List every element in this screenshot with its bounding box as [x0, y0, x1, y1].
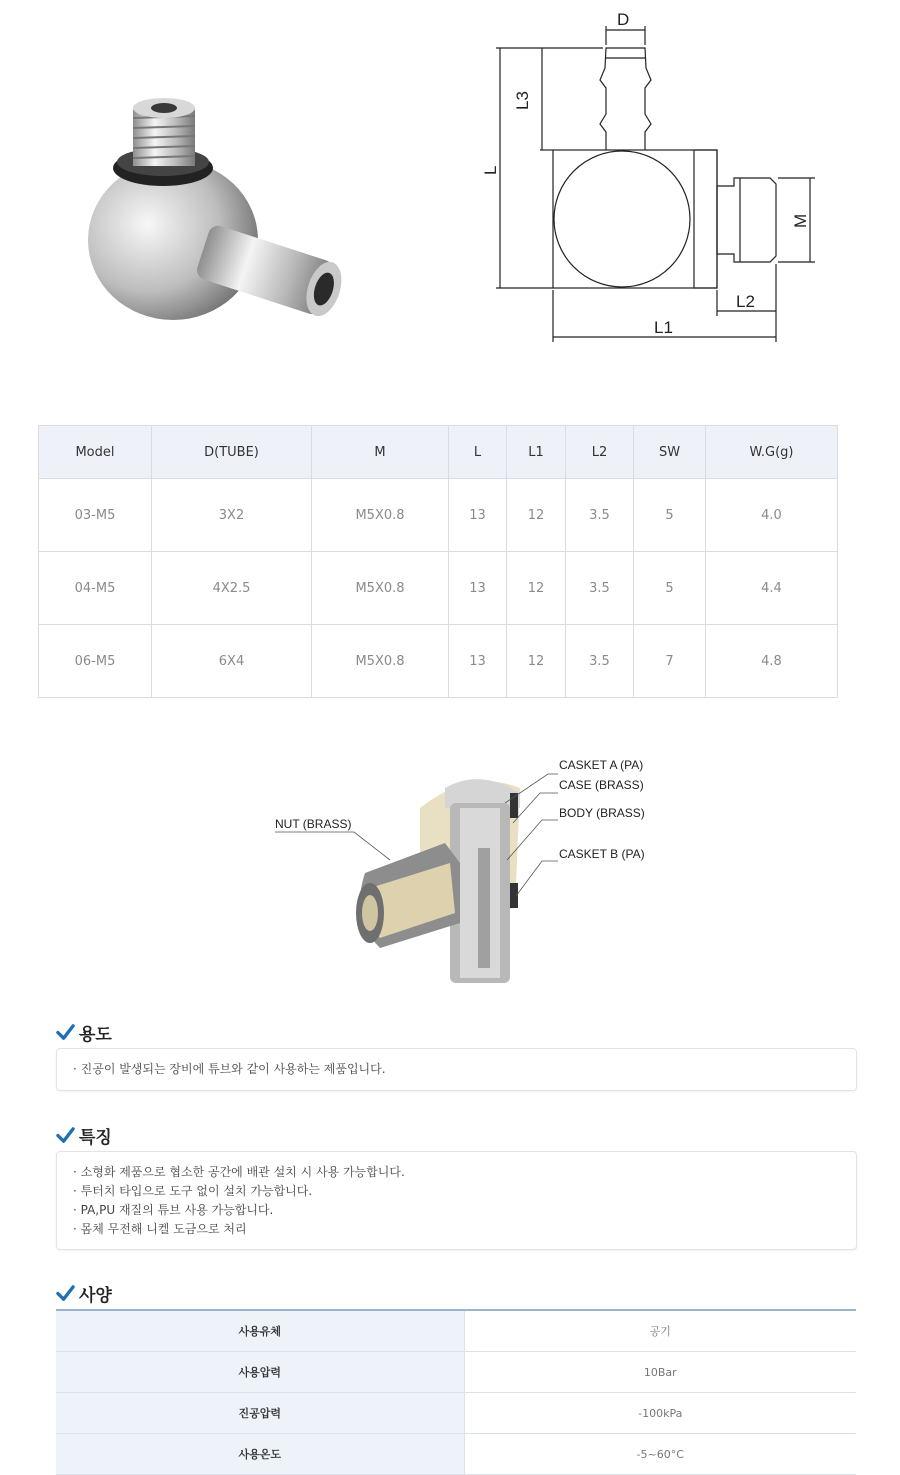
spec-value: 10Bar	[464, 1352, 856, 1393]
column-header: L2	[566, 426, 634, 479]
table-cell: 5	[634, 552, 706, 625]
column-header: L	[449, 426, 507, 479]
specs-title: 사양	[79, 1285, 112, 1306]
features-heading	[56, 1123, 112, 1147]
usage-box	[56, 1048, 857, 1091]
table-cell: 3.5	[566, 479, 634, 552]
label-body: BODY (BRASS)	[559, 806, 645, 820]
checkmark-icon	[56, 1023, 75, 1042]
column-header: Model	[39, 426, 152, 479]
table-row	[56, 1352, 856, 1393]
table-cell: 3X2	[152, 479, 312, 552]
usage-heading	[56, 1020, 112, 1044]
table-cell: 6X4	[152, 625, 312, 698]
spec-value: -100kPa	[464, 1393, 856, 1434]
table-cell: 3.5	[566, 625, 634, 698]
column-header: D(TUBE)	[152, 426, 312, 479]
dim-m-label: M	[791, 213, 810, 228]
table-row	[39, 552, 838, 625]
table-cell: 13	[449, 479, 507, 552]
spec-key: 사용온도	[56, 1434, 464, 1475]
spec-table	[38, 425, 838, 698]
label-nut: NUT (BRASS)	[275, 817, 352, 831]
table-cell: 4.8	[706, 625, 838, 698]
checkmark-icon	[56, 1126, 75, 1145]
table-cell: M5X0.8	[312, 479, 449, 552]
feature-item: · 몸체 무전해 니켈 도금으로 처리	[73, 1222, 247, 1236]
table-cell: 04-M5	[39, 552, 152, 625]
spec-value: 공기	[464, 1310, 856, 1352]
table-cell: 13	[449, 625, 507, 698]
dim-d-label: D	[617, 10, 630, 29]
table-cell: 06-M5	[39, 625, 152, 698]
specs-table	[56, 1309, 856, 1475]
column-header: W.G(g)	[706, 426, 838, 479]
spec-value: -5~60°C	[464, 1434, 856, 1475]
dimension-drawing	[440, 0, 870, 378]
table-cell: 4X2.5	[152, 552, 312, 625]
table-row	[39, 625, 838, 698]
usage-title: 용도	[79, 1024, 112, 1045]
table-cell: M5X0.8	[312, 552, 449, 625]
table-cell: 12	[507, 625, 566, 698]
features-box	[56, 1151, 857, 1250]
column-header: M	[312, 426, 449, 479]
table-cell: 3.5	[566, 552, 634, 625]
table-cell: 12	[507, 479, 566, 552]
spec-key: 사용압력	[56, 1352, 464, 1393]
dim-l1-label: L1	[654, 318, 673, 337]
table-row	[56, 1310, 856, 1352]
product-photo	[78, 90, 343, 335]
cutaway-diagram	[270, 748, 650, 988]
table-cell: 5	[634, 479, 706, 552]
spec-key: 사용유체	[56, 1310, 464, 1352]
table-cell: 03-M5	[39, 479, 152, 552]
label-casket-a: CASKET A (PA)	[559, 758, 644, 772]
label-case: CASE (BRASS)	[559, 778, 644, 792]
table-row	[39, 479, 838, 552]
table-cell: 13	[449, 552, 507, 625]
dim-l2-label: L2	[736, 292, 755, 311]
column-header: SW	[634, 426, 706, 479]
table-row	[56, 1393, 856, 1434]
feature-item: · 소형화 제품으로 협소한 공간에 배관 설치 시 사용 가능합니다.	[73, 1165, 405, 1179]
features-title: 특징	[79, 1127, 112, 1148]
label-casket-b: CASKET B (PA)	[559, 847, 645, 861]
table-header-row	[39, 426, 838, 479]
table-cell: 4.4	[706, 552, 838, 625]
usage-line: · 진공이 발생되는 장비에 튜브와 같이 사용하는 제품입니다.	[73, 1062, 386, 1076]
table-cell: 12	[507, 552, 566, 625]
checkmark-icon	[56, 1284, 75, 1303]
spec-key: 진공압력	[56, 1393, 464, 1434]
column-header: L1	[507, 426, 566, 479]
table-cell: M5X0.8	[312, 625, 449, 698]
dim-l-label: L	[481, 165, 500, 175]
table-cell: 7	[634, 625, 706, 698]
specs-heading	[56, 1281, 112, 1305]
feature-item: · 투터치 타입으로 도구 없이 설치 가능합니다.	[73, 1184, 313, 1198]
table-cell: 4.0	[706, 479, 838, 552]
dim-l3-label: L3	[513, 91, 532, 110]
table-row	[56, 1434, 856, 1475]
feature-item: · PA,PU 재질의 튜브 사용 가능합니다.	[73, 1203, 274, 1217]
